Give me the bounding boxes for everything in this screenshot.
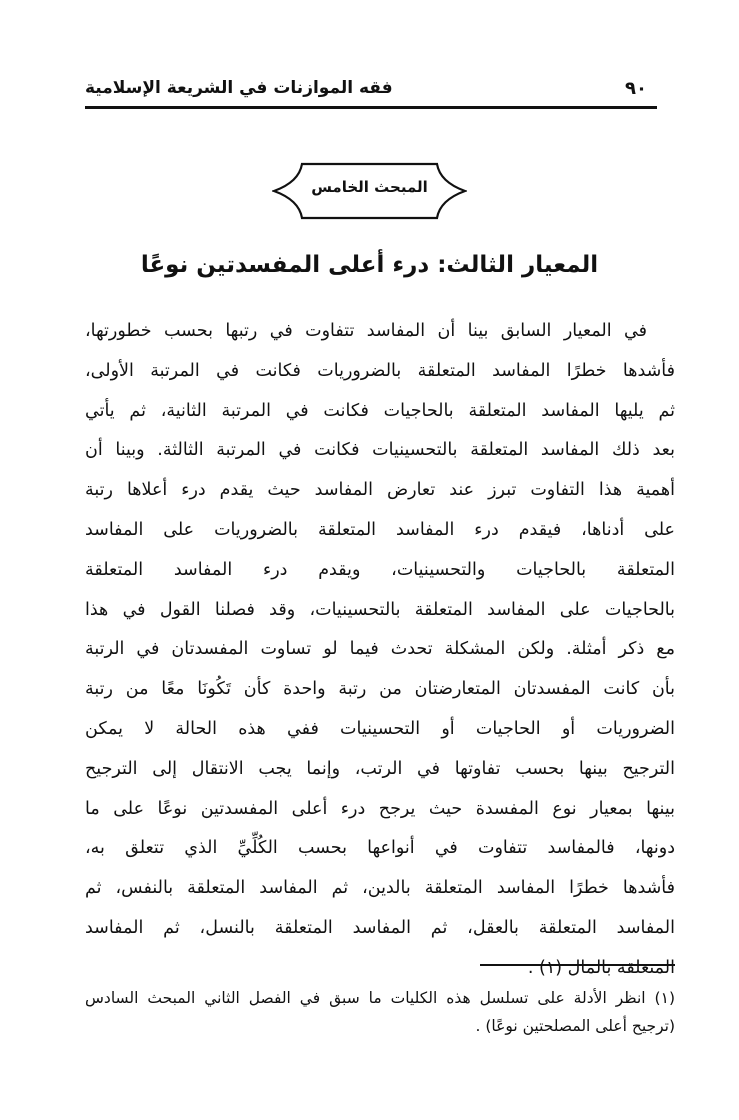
footnote-line: (ترجيح أعلى المصلحتين نوعًا) .: [475, 1017, 675, 1035]
text-line: الترجيح بينها بحسب تفاوتها في الرتب، وإنما يجب الانتقال إلى الترجيح: [85, 758, 675, 779]
text-line: مع ذكر أمثلة. ولكن المشكلة تحدث فيما لو تساوت المفسدتان في الرتبة: [85, 639, 675, 660]
text-line: بينها بمعيار نوع المفسدة حيث يرجح درء أعلى المفسدتين نوعًا على ما: [85, 798, 675, 819]
text-line: الضروريات أو الحاجيات أو التحسينيات ففي هذه الحالة لا يمكن: [85, 718, 675, 739]
text-line: ثم يليها المفاسد المتعلقة بالحاجيات فكانت في المرتبة الثانية، ثم يأتي: [85, 400, 675, 421]
text-line: المتعلقة بالحاجيات والتحسينيات، ويقدم درء المفاسد المتعلقة: [85, 559, 675, 580]
text-line: بأن كانت المفسدتان المتعارضتان من رتبة واحدة كأن تَكُونَا معًا من رتبة: [85, 679, 675, 700]
footnotes: [85, 984, 675, 1040]
text-line: فأشدها خطرًا المفاسد المتعلقة بالضروريات فكانت في المرتبة الأولى،: [85, 360, 675, 381]
footnote-line: (١) انظر الأدلة على تسلسل هذه الكليات ما سبق في الفصل الثاني المبحث السادس: [85, 989, 675, 1007]
text-line: في المعيار السابق بينا أن المفاسد تتفاوت في رتبها بحسب خطورتها،: [85, 321, 647, 341]
running-header: [85, 78, 657, 109]
section-label: المبحث الخامس: [311, 178, 428, 196]
text-line: بالحاجيات على المفاسد المتعلقة بالتحسينيات، وقد فصلنا القول في هذا: [85, 599, 675, 620]
text-line: دونها، فالمفاسد تتفاوت في أنواعها بحسب الكُلِّيِّ الذي تتعلق به،: [85, 838, 675, 859]
text-line: بعد ذلك المفاسد المتعلقة بالتحسينيات فكانت في المرتبة الثالثة. وبينا أن: [85, 440, 675, 461]
body-text: [85, 312, 675, 989]
section-label-box: [272, 160, 467, 222]
book-title: فقه الموازنات في الشريعة الإسلامية: [85, 78, 393, 98]
text-line: المفاسد المتعلقة بالعقل، ثم المفاسد المتعلقة بالنسل، ثم المفاسد: [85, 917, 675, 938]
section-heading: المعيار الثالث: درء أعلى المفسدتين نوعًا: [140, 252, 599, 278]
page-number: ٩٠: [625, 78, 647, 99]
text-line: أهمية هذا التفاوت تبرز عند تعارض المفاسد حيث يقدم درء أعلاها رتبة: [85, 480, 675, 501]
text-line: على أدناها، فيقدم درء المفاسد المتعلقة بالضروريات على المفاسد: [85, 519, 675, 540]
text-line: المتعلقة بالمال (١) .: [527, 957, 675, 978]
footnote-separator: [480, 964, 675, 966]
text-line: فأشدها خطرًا المفاسد المتعلقة بالدين، ثم المفاسد المتعلقة بالنفس، ثم: [85, 878, 675, 899]
